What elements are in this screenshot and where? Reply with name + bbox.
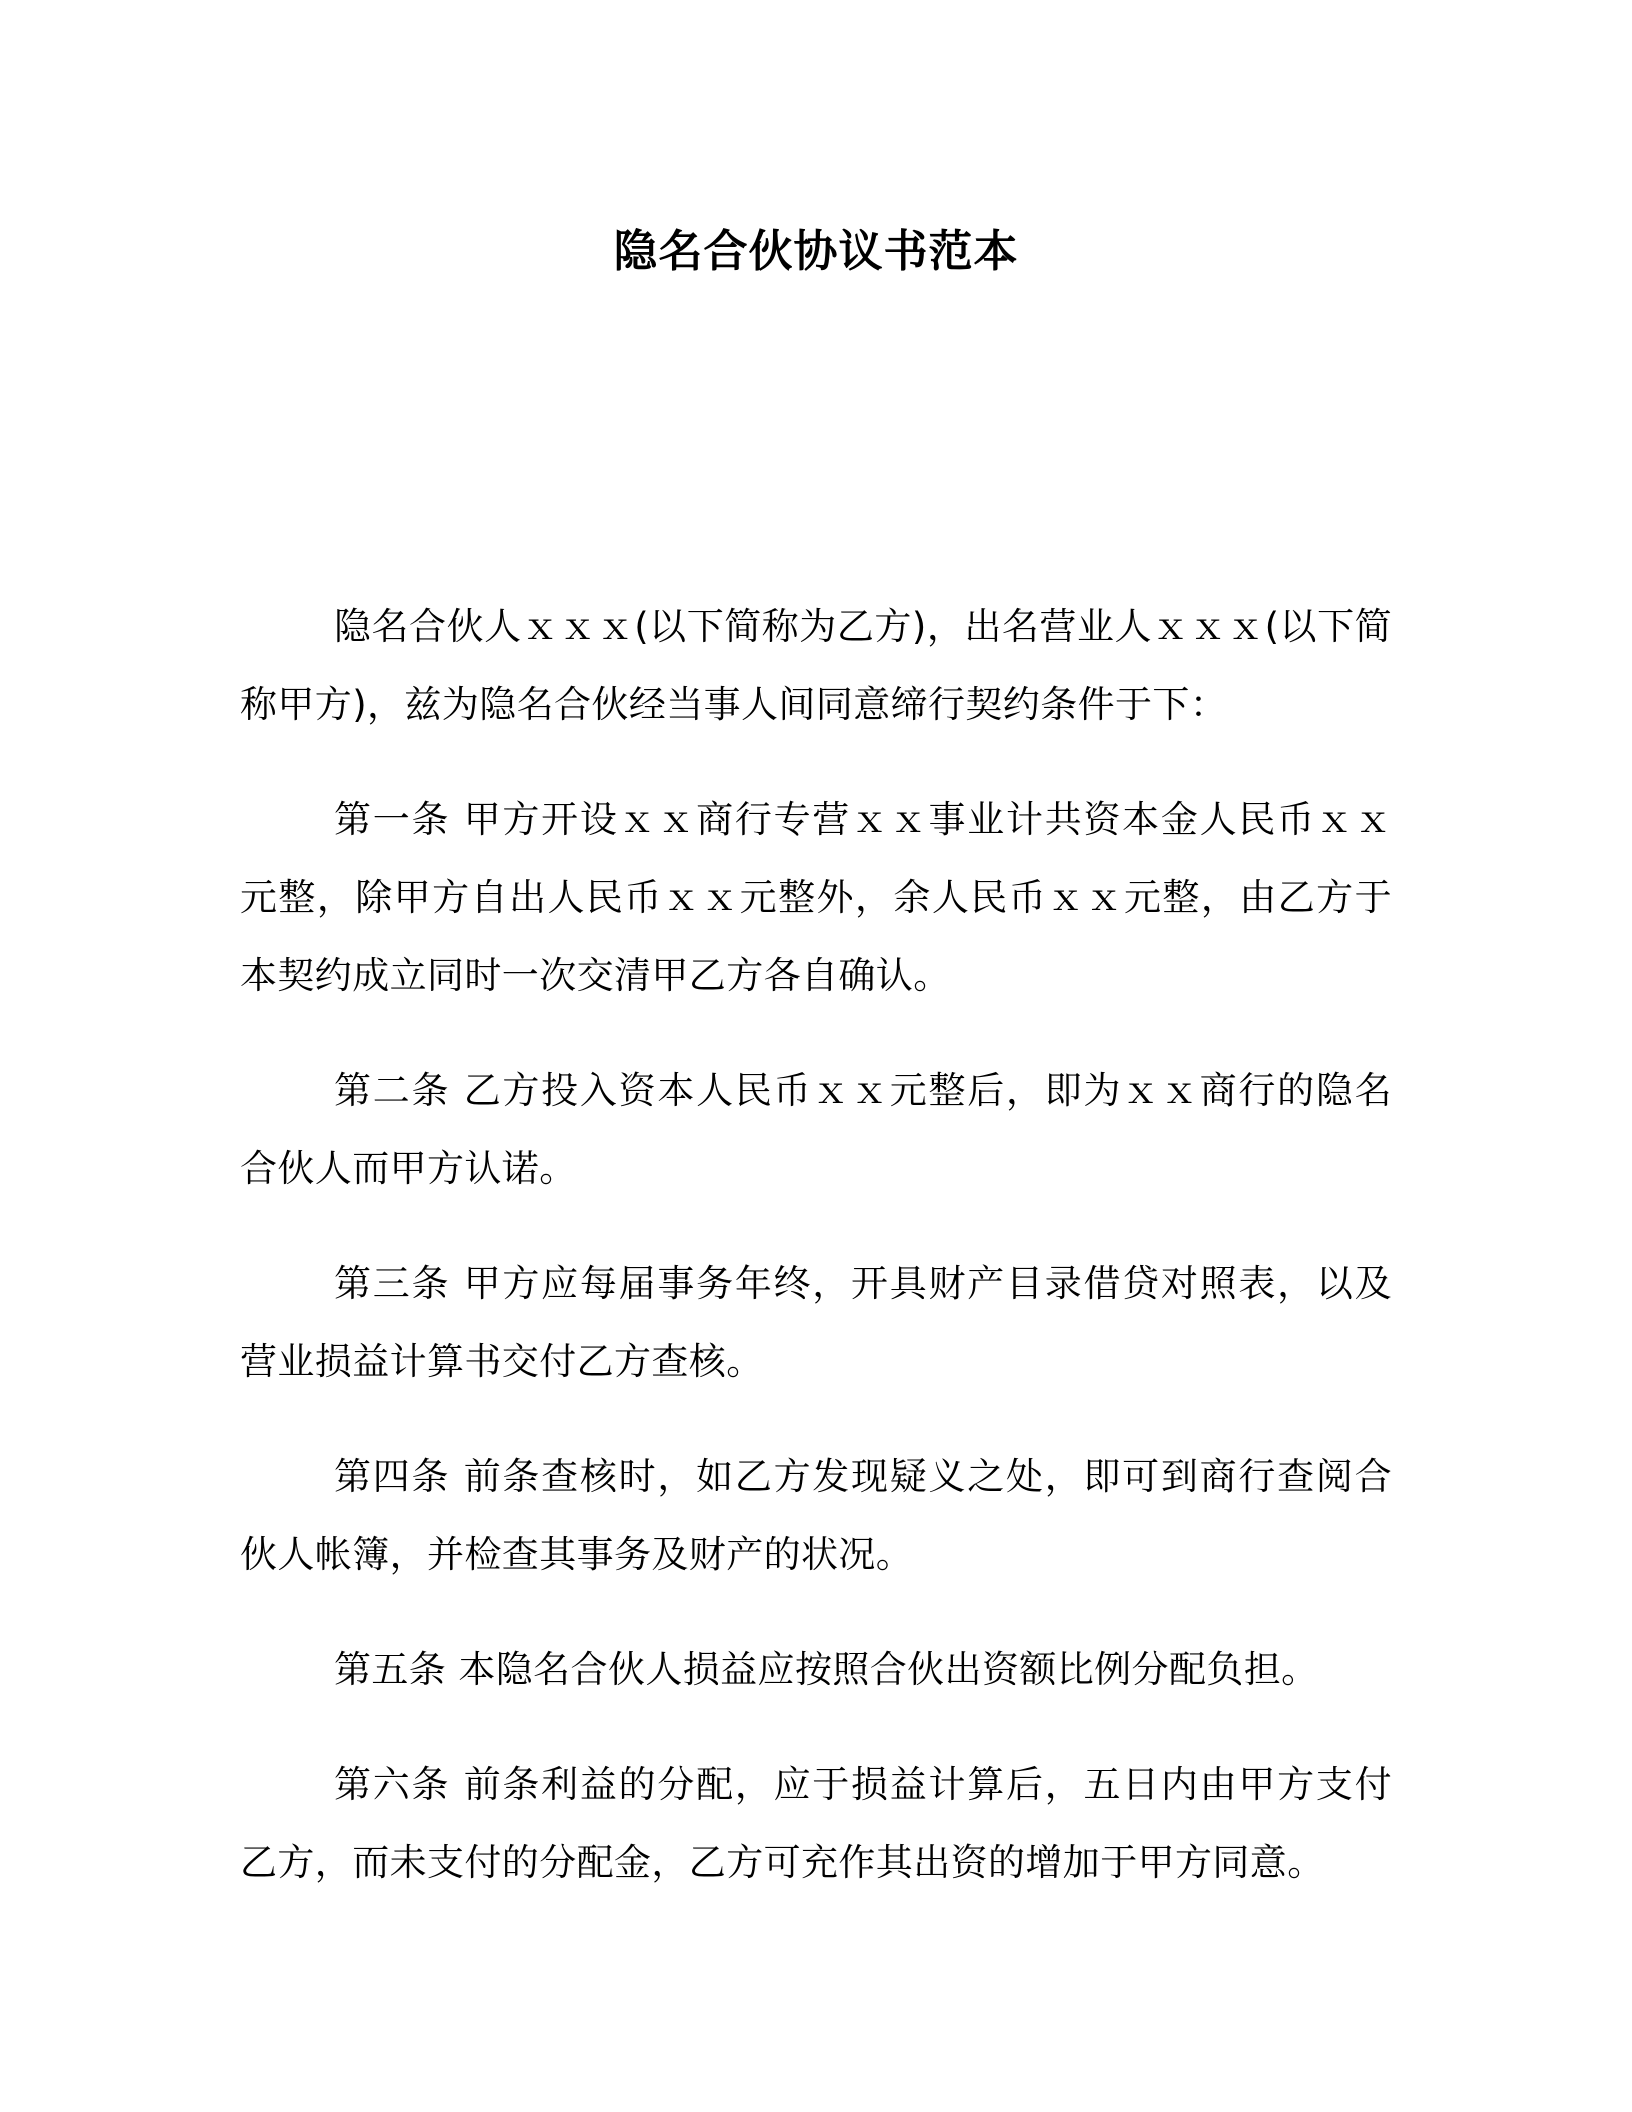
paragraph-article-1: 第一条 甲方开设ｘｘ商行专营ｘｘ事业计共资本金人民币ｘｘ元整，除甲方自出人民币ｘｘ元整外，余人民币ｘｘ元整，由乙方于本契约成立同时一次交清甲乙方各自确认。 [240,798,1392,997]
document-body [240,588,1392,1939]
paragraph-article-6: 第六条 前条利益的分配，应于损益计算后，五日内由甲方支付乙方，而未支付的分配金，乙方可充作其出资的增加于甲方同意。 [240,1763,1392,1884]
document-title: 隐名合伙协议书范本 [613,226,1019,277]
paragraph-article-2: 第二条 乙方投入资本人民币ｘｘ元整后，即为ｘｘ商行的隐名合伙人而甲方认诺。 [240,1069,1392,1190]
paragraph-preamble: 隐名合伙人ｘｘｘ(以下简称为乙方)，出名营业人ｘｘｘ(以下简称甲方)，兹为隐名合伙经当事人间同意缔行契约条件于下： [240,605,1392,726]
paragraph-article-3: 第三条 甲方应每届事务年终，开具财产目录借贷对照表，以及营业损益计算书交付乙方查核。 [240,1262,1392,1383]
paragraph-article-5: 第五条 本隐名合伙人损益应按照合伙出资额比例分配负担。 [334,1648,1319,1691]
paragraph-article-4: 第四条 前条查核时，如乙方发现疑义之处，即可到商行查阅合伙人帐簿，并检查其事务及财产的状况。 [240,1455,1392,1576]
